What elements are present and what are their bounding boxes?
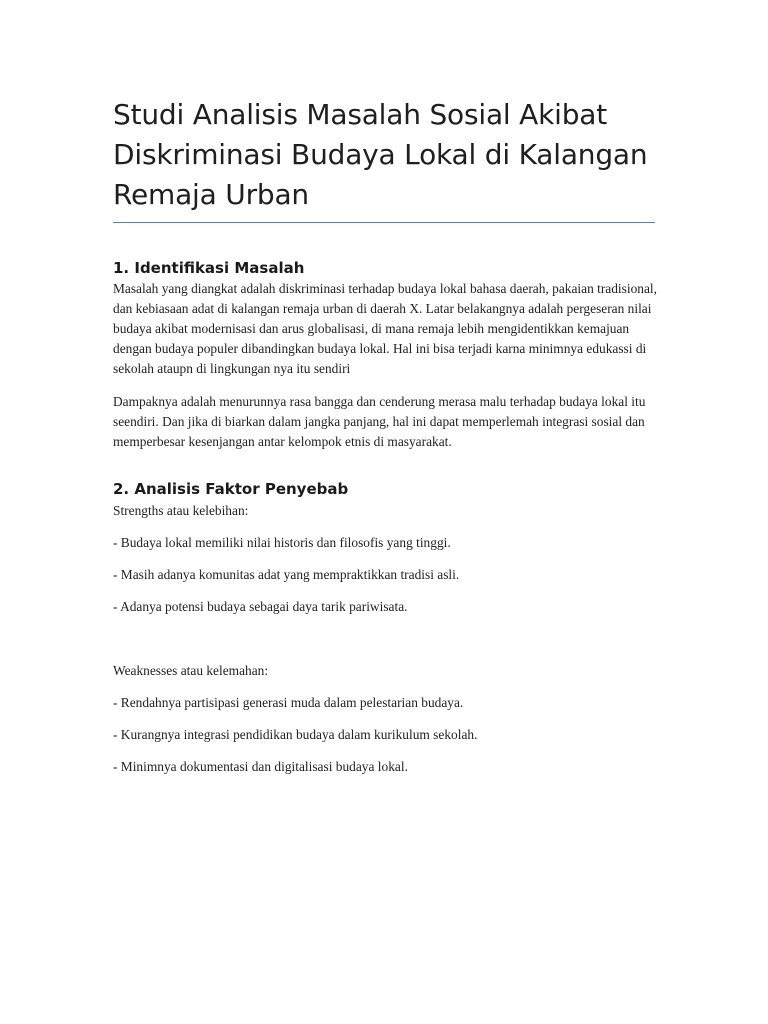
strengths-label: Strengths atau kelebihan: xyxy=(113,503,249,518)
document-page xyxy=(113,95,658,777)
title-divider xyxy=(113,222,655,223)
strength-item: - Adanya potensi budaya sebagai daya tarik pariwisata. xyxy=(113,599,408,614)
section-heading-identifikasi: 1. Identifikasi Masalah xyxy=(113,259,305,277)
section1-paragraph-2: Dampaknya adalah menurunnya rasa bangga dan cenderung merasa malu terhadap budaya lokal itu seendiri. Dan jika di biarkan dalam jangka panjang, hal ini dapat memperlemah integrasi sosial dan memperbesar kesenjangan antar kelompok etnis di masyarakat. xyxy=(113,394,646,449)
weakness-item: - Kurangnya integrasi pendidikan budaya dalam kurikulum sekolah. xyxy=(113,727,478,742)
section-heading-analisis: 2. Analisis Faktor Penyebab xyxy=(113,480,349,498)
strength-item: - Budaya lokal memiliki nilai historis dan filosofis yang tinggi. xyxy=(113,535,451,550)
section1-paragraph-1: Masalah yang diangkat adalah diskriminasi terhadap budaya lokal bahasa daerah, pakaian tradisional, dan kebiasaan adat di kalangan remaja urban di daerah X. Latar belakangnya adalah pergeseran nilai budaya akibat modernisasi dan arus globalisasi, di mana remaja lebih mengidentikkan kemajuan dengan budaya populer dibandingkan budaya lokal. Hal ini bisa terjadi karna minimnya edukassi di sekolah ataupn di lingkungan nya itu sendiri xyxy=(113,281,657,376)
weakness-item: - Rendahnya partisipasi generasi muda dalam pelestarian budaya. xyxy=(113,695,464,710)
weaknesses-label: Weaknesses atau kelemahan: xyxy=(113,663,269,678)
strength-item: - Masih adanya komunitas adat yang mempraktikkan tradisi asli. xyxy=(113,567,460,582)
weakness-item: - Minimnya dokumentasi dan digitalisasi budaya lokal. xyxy=(113,759,408,774)
document-title: Studi Analisis Masalah Sosial Akibat Diskriminasi Budaya Lokal di Kalangan Remaja Urban xyxy=(113,98,648,211)
